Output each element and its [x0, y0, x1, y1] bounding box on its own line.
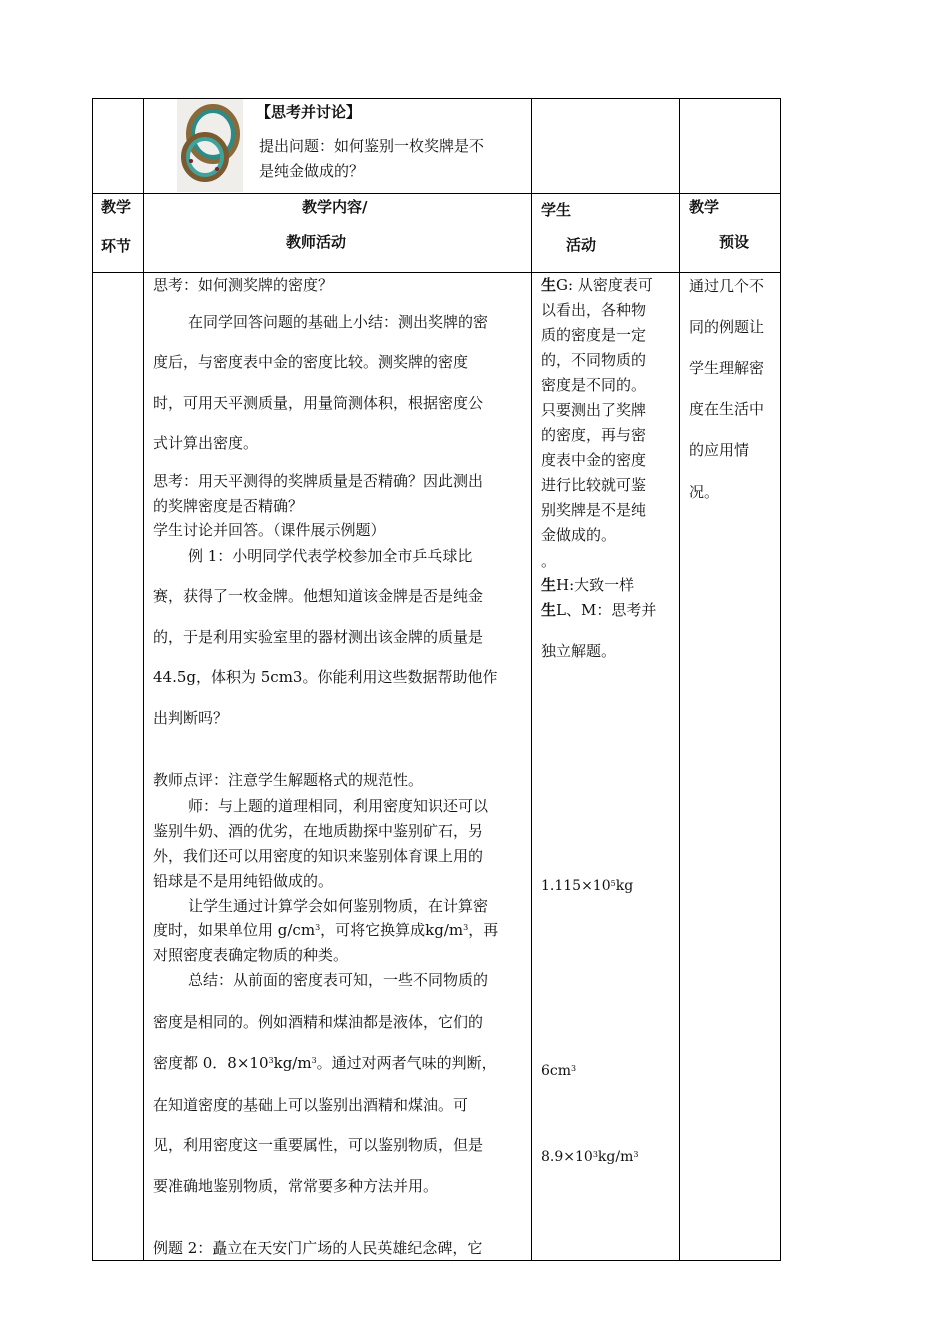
- student-line: 密度是不同的。: [541, 376, 647, 394]
- student-answer: $1.115\times 10^5kg$: [541, 878, 634, 894]
- teacher-line: 密度都 0．$8\times 10^3kg/m^3$。通过对两者气味的判断，: [153, 1054, 497, 1072]
- preset-line: 况。: [689, 483, 720, 501]
- teacher-line: 例 1：小明同学代表学校参加全市乒乓球比: [188, 547, 473, 565]
- teacher-line: 总结：从前面的密度表可知，一些不同物质的: [188, 971, 489, 989]
- teacher-line: 的奖牌密度是否精确？: [153, 497, 304, 515]
- teacher-line: 例题 2：矗立在天安门广场的人民英雄纪念碑，它: [153, 1239, 483, 1257]
- teacher-line: 度时，如果单位用 $g/cm^3$，可将它换算成$kg/m^3$，再: [153, 921, 499, 939]
- teacher-line: 出判断吗？: [153, 709, 229, 727]
- student-line: 生H:大致一样: [541, 576, 635, 594]
- teacher-line: 度后，与密度表中金的密度比较。测奖牌的密度: [153, 353, 469, 371]
- preset-line: 通过几个不: [689, 277, 765, 295]
- student-line: 。: [541, 552, 557, 570]
- teacher-line: 见，利用密度这一重要属性，可以鉴别物质，但是: [153, 1136, 484, 1154]
- preset-line: 度在生活中: [689, 400, 765, 418]
- preset-line: 同的例题让: [689, 318, 765, 336]
- header-student: 学生: [541, 201, 572, 219]
- column-divider: [531, 98, 532, 1261]
- header-content: 教学内容/: [302, 198, 368, 216]
- table-border-right: [780, 98, 781, 1261]
- discussion-question-line: 提出问题：如何鉴别一枚奖牌是不: [259, 137, 485, 155]
- student-line: 金做成的。: [541, 526, 617, 544]
- gold-ring-image: [177, 99, 243, 192]
- table-border-left: [92, 98, 93, 1261]
- teacher-line: 教师点评：注意学生解题格式的规范性。: [153, 771, 424, 789]
- teacher-line: 时，可用天平测质量，用量筒测体积，根据密度公: [153, 394, 484, 412]
- teacher-line: 鉴别牛奶、酒的优劣，在地质勘探中鉴别矿石，另: [153, 822, 484, 840]
- teacher-line: 在同学回答问题的基础上小结：测出奖牌的密: [188, 313, 489, 331]
- student-line: 生L、M：思考并: [541, 601, 657, 619]
- student-answer: $6cm^3$: [541, 1063, 577, 1079]
- student-line: 别奖牌是不是纯: [541, 501, 647, 519]
- header-stage: 环节: [101, 237, 132, 255]
- header-preset: 预设: [719, 233, 750, 251]
- discussion-title: 【思考并讨论】: [256, 103, 362, 121]
- teacher-line: 式计算出密度。: [153, 434, 259, 452]
- teacher-line: 思考：如何测奖牌的密度？: [153, 276, 334, 294]
- column-divider: [679, 98, 680, 1261]
- student-line: 生G: 从密度表可: [541, 276, 653, 294]
- teacher-line: 外，我们还可以用密度的知识来鉴别体育课上用的: [153, 847, 484, 865]
- teacher-line: 思考：用天平测得的奖牌质量是否精确？因此测出: [153, 472, 484, 490]
- teacher-line: 赛，获得了一枚金牌。他想知道该金牌是否是纯金: [153, 587, 484, 605]
- teacher-line: 要准确地鉴别物质，常常要多种方法并用。: [153, 1177, 439, 1195]
- teacher-line: 让学生通过计算学会如何鉴别物质，在计算密: [188, 897, 489, 915]
- discussion-question-line: 是纯金做成的？: [259, 162, 365, 180]
- student-line: 质的密度是一定: [541, 326, 647, 344]
- student-line: 以看出，各种物: [541, 301, 647, 319]
- teacher-line: 密度是相同的。例如酒精和煤油都是液体，它们的: [153, 1013, 484, 1031]
- teacher-line: 在知道密度的基础上可以鉴别出酒精和煤油。可: [153, 1096, 469, 1114]
- student-line: 独立解题。: [541, 642, 617, 660]
- teacher-line: 师：与上题的道理相同，利用密度知识还可以: [188, 797, 489, 815]
- student-line: 进行比较就可鉴: [541, 476, 647, 494]
- teacher-line: 的，于是利用实验室里的器材测出该金牌的质量是: [153, 628, 484, 646]
- teacher-line: 对照密度表确定物质的种类。: [153, 946, 349, 964]
- teacher-line: 44.5g，体积为 5cm3。你能利用这些数据帮助他作: [153, 668, 498, 686]
- student-line: 的，不同物质的: [541, 351, 647, 369]
- student-answer: $8.9\times 10^3kg/m^3$: [541, 1149, 639, 1165]
- student-line: 只要测出了奖牌: [541, 401, 647, 419]
- teacher-line: 学生讨论并回答。（课件展示例题）: [153, 521, 386, 539]
- student-line: 度表中金的密度: [541, 451, 647, 469]
- header-stage: 教学: [101, 198, 132, 216]
- teacher-line: 铅球是不是用纯铅做成的。: [153, 872, 334, 890]
- preset-line: 的应用情: [689, 441, 750, 459]
- column-divider: [143, 98, 144, 1261]
- row-divider: [92, 193, 781, 194]
- preset-line: 学生理解密: [689, 359, 765, 377]
- header-preset: 教学: [689, 198, 720, 216]
- header-student: 活动: [566, 236, 597, 254]
- header-content: 教师活动: [286, 233, 347, 251]
- student-line: 的密度，再与密: [541, 426, 647, 444]
